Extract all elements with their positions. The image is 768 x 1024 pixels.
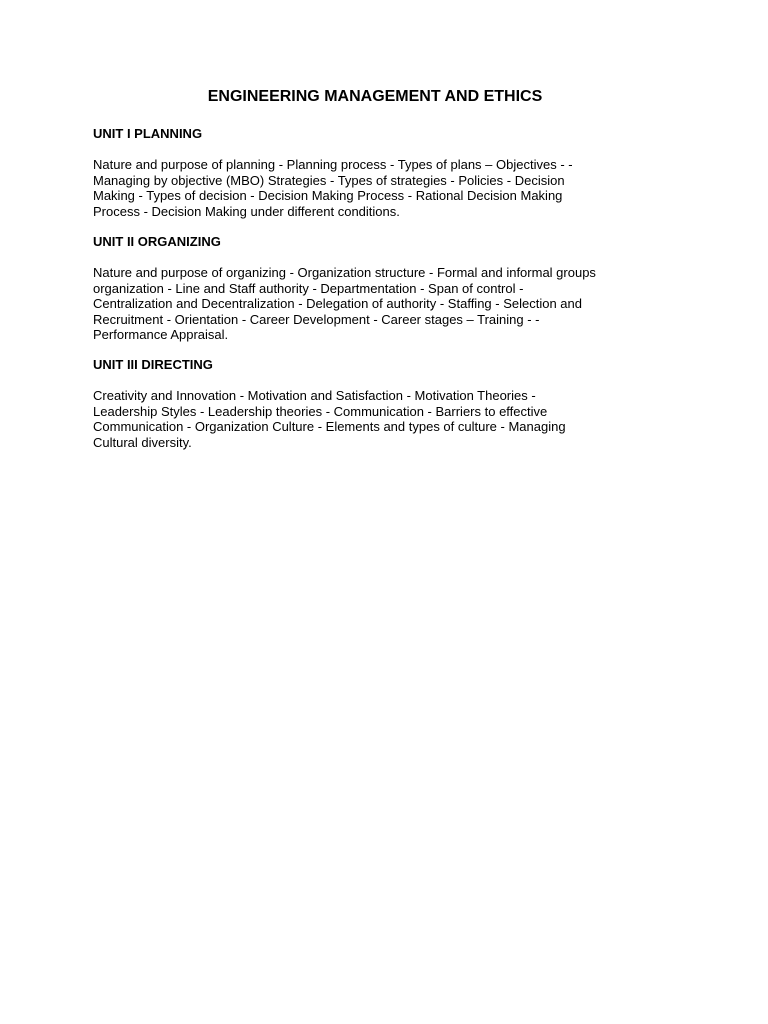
body-line: Recruitment - Orientation - Career Development - Career stages – Training - - (93, 311, 540, 327)
unit-body-directing (93, 388, 653, 450)
unit-heading-planning: UNIT I PLANNING (93, 126, 203, 141)
unit-body-organizing (93, 265, 653, 343)
body-line: Process - Decision Making under different conditions. (93, 203, 400, 219)
body-line: organization - Line and Staff authority - Departmentation - Span of control - (93, 280, 524, 296)
body-line: Leadership Styles - Leadership theories - Communication - Barriers to effective (93, 403, 548, 419)
unit-body-planning (93, 157, 653, 219)
body-line: Performance Appraisal. (93, 327, 229, 342)
body-line: Communication - Organization Culture - Elements and types of culture - Managing (93, 419, 566, 434)
body-line: Cultural diversity. (93, 434, 192, 450)
body-line: Creativity and Innovation - Motivation and Satisfaction - Motivation Theories - (93, 388, 536, 403)
body-line: Nature and purpose of planning - Planning process - Types of plans – Objectives - - (93, 157, 573, 172)
body-line: Managing by objective (MBO) Strategies - Types of strategies - Policies - Decision (93, 172, 565, 188)
document-title: ENGINEERING MANAGEMENT AND ETHICS (207, 88, 543, 105)
body-line: Making - Types of decision - Decision Making Process - Rational Decision Making (93, 188, 563, 203)
body-line: Centralization and Decentralization - Delegation of authority - Staffing - Selection and (93, 296, 582, 311)
unit-heading-organizing: UNIT II ORGANIZING (93, 234, 221, 249)
body-line: Nature and purpose of organizing - Organization structure - Formal and informal groups (93, 265, 596, 280)
unit-heading-directing: UNIT III DIRECTING (93, 357, 213, 372)
